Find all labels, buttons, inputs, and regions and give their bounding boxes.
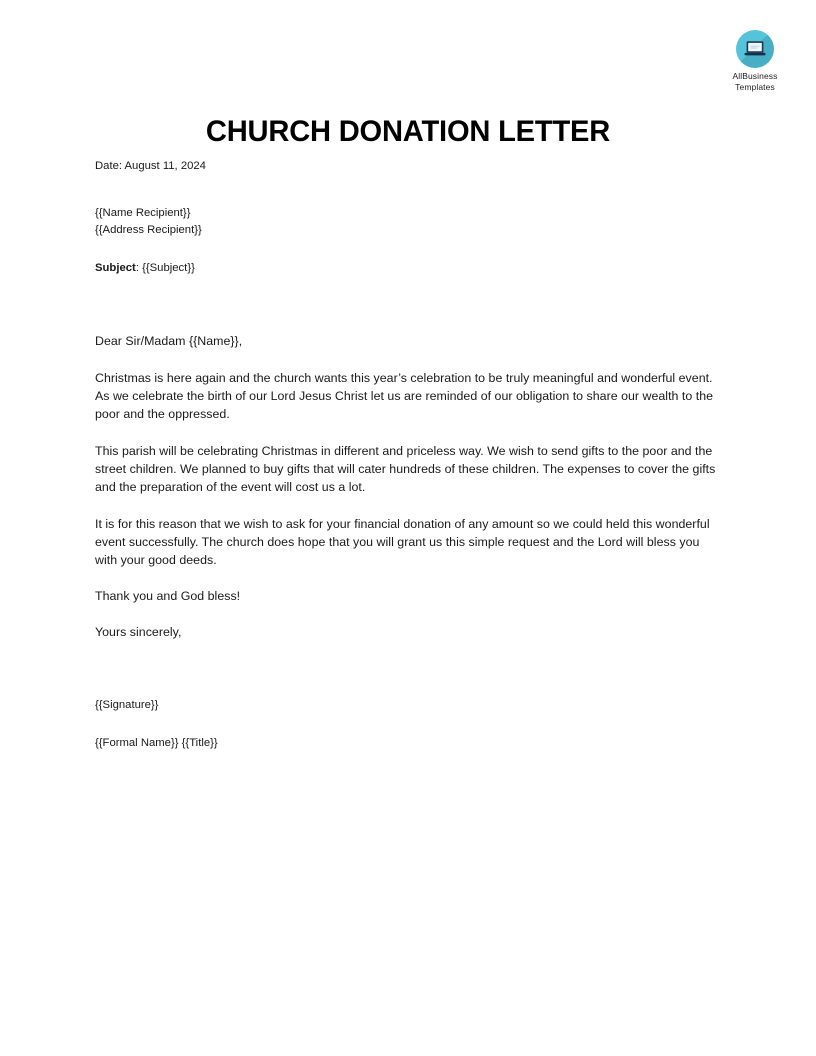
recipient-name: {{Name Recipient}} bbox=[95, 206, 191, 219]
salutation: Dear Sir/Madam {{Name}}, bbox=[95, 334, 243, 348]
brand-logo bbox=[714, 30, 796, 92]
letter-body bbox=[95, 158, 719, 752]
body-paragraph-3: It is for this reason that we wish to ask for your financial donation of any amount so we could held this wonderful event successfully. The church does hope that you will grant us this simple request and the Lord will bless you with your good deeds. bbox=[95, 517, 710, 567]
closing-line: Yours sincerely, bbox=[95, 625, 182, 639]
brand-name-line1: AllBusiness bbox=[732, 71, 778, 81]
subject-line bbox=[95, 260, 719, 278]
formal-name-title: {{Formal Name}} {{Title}} bbox=[95, 736, 218, 749]
brand-name bbox=[714, 71, 796, 92]
subject-label: Subject bbox=[95, 261, 136, 274]
date-line: Date: August 11, 2024 bbox=[95, 160, 206, 172]
recipient-block bbox=[95, 205, 719, 240]
body-paragraph-2: This parish will be celebrating Christmas in different and priceless way. We wish to send gifts to the poor and the street children. We planned to buy gifts that will cater hundreds of these children. The expenses to cover the gifts and the preparation of the event will cost us a lot. bbox=[95, 444, 716, 494]
subject-value: {{Subject}} bbox=[142, 261, 195, 274]
brand-name-line2: Templates bbox=[735, 81, 775, 92]
laptop-icon bbox=[736, 30, 774, 68]
subject-separator: : bbox=[135, 261, 143, 274]
recipient-address: {{Address Recipient}} bbox=[95, 224, 202, 236]
body-paragraph-1: Christmas is here again and the church wants this year’s celebration to be truly meaningful and wonderful event. As we celebrate the birth of our Lord Jesus Christ let us are reminded of our obligation to share our wealth to the poor and the oppressed. bbox=[95, 371, 714, 421]
page-title: CHURCH DONATION LETTER bbox=[205, 115, 611, 148]
signature-placeholder: {{Signature}} bbox=[95, 699, 159, 711]
thanks-line: Thank you and God bless! bbox=[95, 589, 241, 603]
